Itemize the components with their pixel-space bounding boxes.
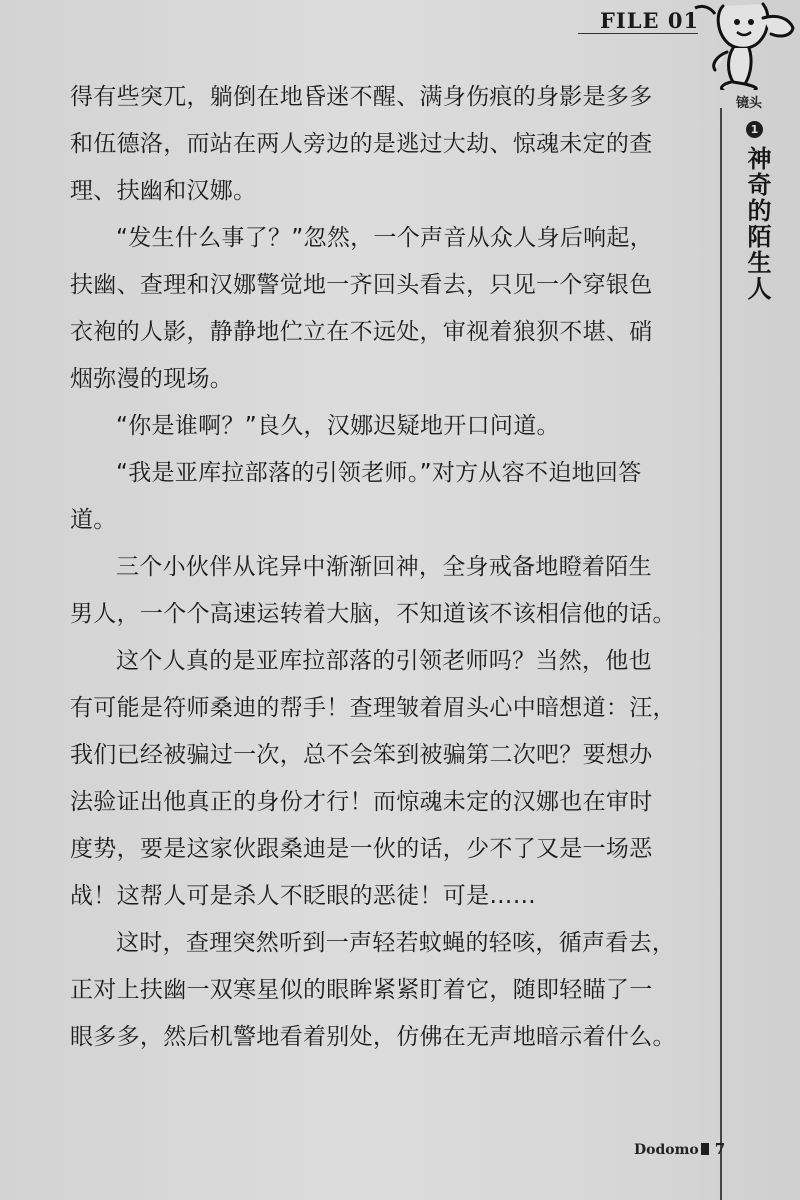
text-line: 男人，一个个高速运转着大脑，不知道该不该相信他的话。 <box>70 601 676 627</box>
text-line: 衣袍的人影，静静地伫立在不远处，审视着狼狈不堪、硝 <box>70 319 653 345</box>
text-line: 和伍德洛，而站在两人旁边的是逃过大劫、惊魂未定的查 <box>70 131 653 157</box>
chapter-number-badge: 1 <box>746 121 763 138</box>
body-text <box>70 74 720 1061</box>
text-line: 有可能是符师桑迪的帮手！查理皱着眉头心中暗想道：汪， <box>70 695 676 721</box>
text-line: 理、扶幽和汉娜。 <box>70 178 257 204</box>
page-footer <box>634 1140 725 1158</box>
text-line: 扶幽、查理和汉娜警觉地一齐回头看去，只见一个穿银色 <box>70 272 653 298</box>
text-line: “你是谁啊？”良久，汉娜迟疑地开口问道。 <box>116 413 560 439</box>
text-line: 得有些突兀，躺倒在地昏迷不醒、满身伤痕的身影是多多 <box>70 84 653 110</box>
text-line: 正对上扶幽一双寒星似的眼眸紧紧盯着它，随即轻瞄了一 <box>70 977 653 1003</box>
text-line: 度势，要是这家伙跟桑迪是一伙的话，少不了又是一场恶 <box>70 836 653 862</box>
text-line: 法验证出他真正的身份才行！而惊魂未定的汉娜也在审时 <box>70 789 653 815</box>
header-rule <box>578 33 698 34</box>
text-line: 这个人真的是亚库拉部落的引领老师吗？当然，他也 <box>116 648 652 674</box>
page-number: 7 <box>714 1140 726 1158</box>
text-line: 道。 <box>70 507 117 533</box>
text-line: “发生什么事了？”忽然，一个声音从众人身后响起， <box>116 225 654 251</box>
text-line: 战！这帮人可是杀人不眨眼的恶徒！可是…… <box>70 883 536 909</box>
footer-mark-icon <box>701 1143 709 1155</box>
chapter-title: 神奇的陌生人 <box>743 146 772 302</box>
lens-label: 镜头 <box>736 96 763 111</box>
text-line: 三个小伙伴从诧异中渐渐回神，全身戒备地瞪着陌生 <box>116 554 652 580</box>
text-line: 我们已经被骗过一次，总不会笨到被骗第二次吧？要想办 <box>70 742 653 768</box>
footer-brand: Dodomo <box>634 1142 699 1158</box>
file-label: FILE 01 <box>600 8 700 33</box>
text-line: “我是亚库拉部落的引领老师。”对方从容不迫地回答 <box>116 460 642 486</box>
text-line: 眼多多，然后机警地看着别处，仿佛在无声地暗示着什么。 <box>70 1024 676 1050</box>
text-line: 这时，查理突然听到一声轻若蚊蝇的轻咳，循声看去， <box>116 930 676 956</box>
text-line: 烟弥漫的现场。 <box>70 366 234 392</box>
